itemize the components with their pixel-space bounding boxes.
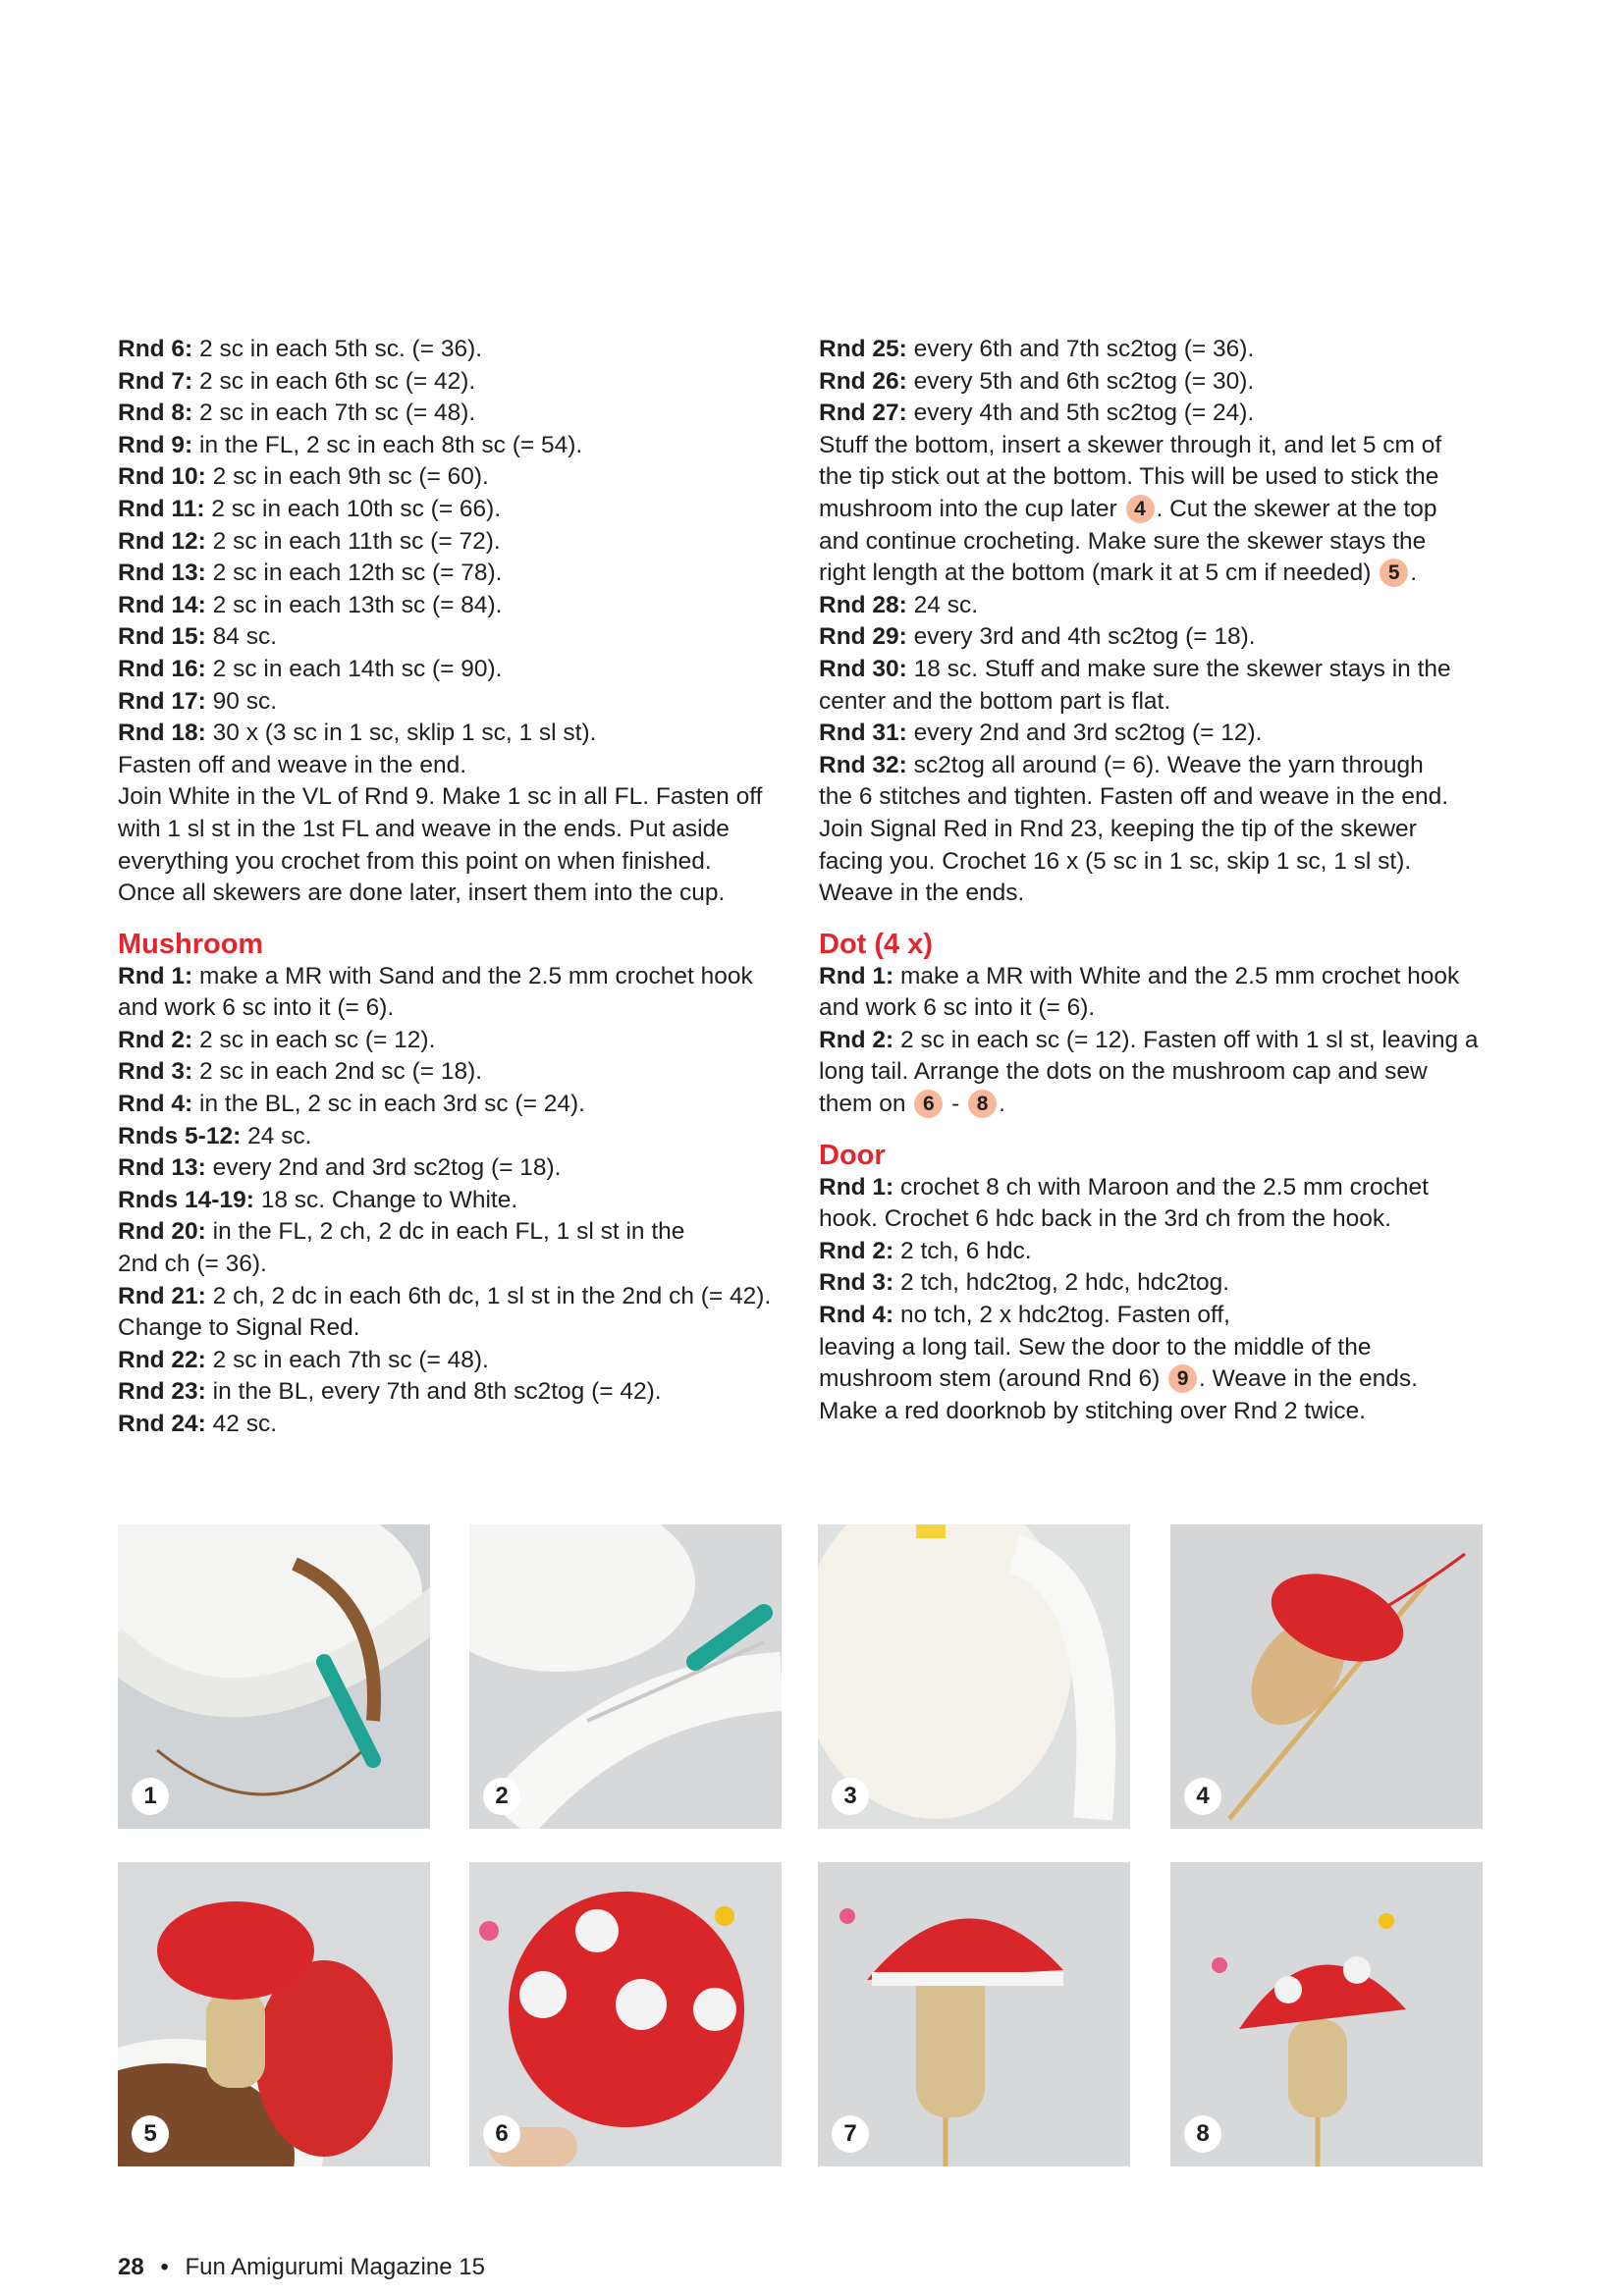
instruction-line <box>819 558 1487 590</box>
instruction-line: and continue crocheting. Make sure the skewer stays the <box>819 527 1427 555</box>
instruction-line <box>118 846 766 879</box>
round-label: Rnd 10: <box>118 463 206 491</box>
line-text: right length at the bottom (mark it at 5 cm if needed) <box>819 560 1379 587</box>
step-badge: 6 <box>914 1090 943 1118</box>
photo-number: 6 <box>483 2115 520 2153</box>
door-instructions <box>819 1172 1487 1364</box>
line-text: the tip stick out at the bottom. This will be used to stick the <box>819 463 1439 491</box>
line-text: them on <box>819 1091 913 1118</box>
mushroom-skewer-icon <box>1170 1524 1483 1829</box>
instruction-line <box>118 526 766 559</box>
step-photo-7 <box>818 1862 1130 2166</box>
round-label: Rnd 2: <box>819 1026 894 1053</box>
instruction-line <box>819 1300 1487 1332</box>
white-yarn-icon <box>469 1524 782 1829</box>
round-label: Rnd 29: <box>819 623 907 651</box>
white-cup-icon <box>818 1524 1130 1829</box>
step-badge: 5 <box>1380 559 1408 587</box>
line-text: Weave in the ends. <box>819 880 1025 907</box>
instruction-line <box>819 750 1487 782</box>
instruction-line <box>819 334 1487 366</box>
round-label: Rnd 23: <box>118 1378 206 1406</box>
line-text: 30 x (3 sc in 1 sc, sklip 1 sc, 1 sl st). <box>205 720 597 747</box>
step-badge: 8 <box>968 1090 997 1118</box>
mushroom-instructions <box>118 961 772 1441</box>
instruction-line <box>819 1056 1487 1089</box>
instruction-line <box>118 1376 766 1409</box>
round-label: Rnd 11: <box>118 495 205 522</box>
round-label: Rnd 22: <box>118 1346 206 1373</box>
round-label: Rnd 2: <box>118 1026 193 1053</box>
step-badge: 4 <box>1126 495 1155 523</box>
magazine-title: Fun Amigurumi Magazine 15 <box>185 2254 485 2280</box>
mushroom-cup-icon <box>118 1862 430 2166</box>
line-text: every 3rd and 4th sc2tog (= 18). <box>906 623 1256 651</box>
line-text: in the FL, 2 ch, 2 dc in each FL, 1 sl st in the <box>205 1218 685 1246</box>
stem-instructions <box>819 334 1487 494</box>
instruction-line <box>819 430 1487 462</box>
instruction-line <box>819 1203 1487 1236</box>
instruction-line <box>819 686 1487 719</box>
round-label: Rnd 4: <box>118 1091 193 1118</box>
line-text: 2 sc in each sc (= 12). Fasten off with 1 sl st, leaving a <box>893 1026 1479 1053</box>
instruction-line <box>819 494 1487 526</box>
round-label: Rnd 25: <box>819 336 907 362</box>
round-label: Rnd 7: <box>118 367 193 395</box>
instruction-line <box>819 1267 1487 1300</box>
step-photo-6 <box>469 1862 782 2166</box>
round-label: Rnds 5-12: <box>118 1122 242 1149</box>
line-text: . <box>1410 560 1418 587</box>
line-text: mushroom into the cup later <box>819 495 1124 522</box>
line-text: crochet 8 ch with Maroon and the 2.5 mm crochet <box>893 1173 1429 1201</box>
instruction-line <box>819 992 1487 1025</box>
line-text: long tail. Arrange the dots on the mushroom cap and sew <box>819 1058 1428 1086</box>
dot-heading: Dot (4 x) <box>819 928 933 960</box>
instruction-line <box>819 654 1487 686</box>
left-column <box>118 334 772 1441</box>
instruction-line <box>118 430 766 462</box>
mushroom-heading: Mushroom <box>118 928 264 960</box>
door-heading: Door <box>819 1139 886 1171</box>
round-label: Rnd 1: <box>118 962 193 989</box>
line-text: hook. Crochet 6 hdc back in the 3rd ch from the hook. <box>819 1205 1391 1233</box>
round-label: Rnd 8: <box>118 400 193 427</box>
step-photo-1 <box>118 1524 430 1829</box>
round-label: Rnd 13: <box>118 560 206 587</box>
round-label: Rnd 21: <box>118 1282 206 1309</box>
line-text: sc2tog all around (= 6). Weave the yarn through <box>906 751 1424 778</box>
line-text: 18 sc. Change to White. <box>253 1186 518 1213</box>
line-text: 2 sc in each 12th sc (= 78). <box>205 560 503 587</box>
instruction-line <box>118 590 766 622</box>
instruction-line <box>118 878 766 910</box>
instruction-line <box>819 961 1487 993</box>
line-text: 90 sc. <box>205 687 278 715</box>
photo-number: 8 <box>1184 2115 1221 2153</box>
instruction-line <box>118 558 766 590</box>
instruction-line <box>118 1312 766 1345</box>
line-text: and work 6 sc into it (= 6). <box>819 994 1096 1022</box>
line-text: . Cut the skewer at the top <box>1156 495 1437 522</box>
line-text: 2 tch, 6 hdc. <box>893 1237 1032 1264</box>
step-photo-8 <box>1170 1862 1483 2166</box>
line-text: Stuff the bottom, insert a skewer through it, and let 5 cm of <box>819 431 1442 458</box>
instruction-line <box>819 1363 1487 1396</box>
instruction-line <box>118 494 766 526</box>
page-footer <box>118 2254 485 2281</box>
photo-number: 1 <box>132 1778 169 1815</box>
line-text: mushroom stem (around Rnd 6) <box>819 1365 1167 1393</box>
step-photo-5 <box>118 1862 430 2166</box>
instruction-line <box>118 654 766 686</box>
instruction-line <box>819 718 1487 750</box>
instruction-line <box>118 334 766 366</box>
instruction-line <box>819 366 1487 399</box>
line-text: 2 sc in each 13th sc (= 84). <box>205 591 503 618</box>
line-text: 84 sc. <box>205 623 278 651</box>
round-label: Rnd 20: <box>118 1218 206 1246</box>
dot-instructions <box>819 961 1487 1089</box>
line-text: in the FL, 2 sc in each 8th sc (= 54). <box>192 431 583 458</box>
instruction-line <box>819 590 1487 622</box>
line-text: make a MR with White and the 2.5 mm crochet hook <box>893 962 1460 989</box>
line-text: every 6th and 7th sc2tog (= 36). <box>906 336 1255 362</box>
instruction-line <box>118 750 766 782</box>
instruction-line <box>819 1332 1487 1364</box>
instruction-line <box>118 961 766 993</box>
line-text: leaving a long tail. Sew the door to the middle of the <box>819 1333 1372 1361</box>
round-label: Rnd 16: <box>118 655 206 682</box>
photo-number: 3 <box>832 1778 869 1815</box>
crochet-cup-icon <box>118 1524 430 1829</box>
step-photo-2 <box>469 1524 782 1829</box>
round-label: Rnd 1: <box>819 1173 894 1201</box>
line-text: Change to Signal Red. <box>118 1314 360 1342</box>
round-label: Rnd 15: <box>118 623 206 651</box>
line-text: in the BL, every 7th and 8th sc2tog (= 42). <box>205 1378 662 1406</box>
instruction-line <box>118 621 766 654</box>
instruction-line <box>819 621 1487 654</box>
line-text: everything you crochet from this point on when finished. <box>118 847 712 875</box>
instruction-line <box>118 1345 766 1377</box>
line-text: 42 sc. <box>205 1411 278 1437</box>
instruction-line <box>118 686 766 719</box>
instruction-line <box>819 1089 1487 1121</box>
line-text: every 4th and 5th sc2tog (= 24). <box>906 400 1255 427</box>
round-label: Rnd 32: <box>819 751 907 778</box>
photo-number: 2 <box>483 1778 520 1815</box>
round-label: Rnd 14: <box>118 591 206 618</box>
line-text: no tch, 2 x hdc2tog. Fasten off, <box>893 1302 1230 1329</box>
line-text: 2 sc in each 7th sc (= 48). <box>192 400 476 427</box>
line-text: Join Signal Red in Rnd 23, keeping the tip of the skewer <box>819 815 1417 842</box>
line-text: the 6 stitches and tighten. Fasten off and weave in the end. <box>819 783 1449 811</box>
instruction-line <box>118 1216 766 1249</box>
line-text: . Weave in the ends. <box>1199 1365 1418 1393</box>
line-text: facing you. Crochet 16 x (5 sc in 1 sc, skip 1 sc, 1 sl st). <box>819 847 1412 875</box>
instruction-line <box>118 398 766 430</box>
round-label: Rnd 17: <box>118 687 206 715</box>
instruction-line <box>118 1056 766 1089</box>
round-label: Rnd 24: <box>118 1411 206 1437</box>
instruction-line <box>118 781 766 814</box>
round-label: Rnd 31: <box>819 720 907 747</box>
instruction-line <box>819 781 1487 814</box>
instruction-line <box>118 1281 772 1313</box>
photo-number: 7 <box>832 2115 869 2153</box>
line-text: center and the bottom part is flat. <box>819 687 1171 715</box>
red-cap-icon <box>469 1862 782 2166</box>
round-label: Rnd 9: <box>118 431 193 458</box>
line-text: 2 tch, hdc2tog, 2 hdc, hdc2tog. <box>893 1269 1230 1297</box>
instruction-line <box>819 878 1487 910</box>
instruction-line <box>118 992 766 1025</box>
line-text: 2 sc in each 5th sc. (= 36). <box>192 336 483 362</box>
line-text: every 2nd and 3rd sc2tog (= 18). <box>205 1154 562 1182</box>
round-label: Rnd 6: <box>118 336 193 362</box>
left-instructions <box>118 334 766 910</box>
round-label: Rnd 3: <box>118 1058 193 1086</box>
instruction-line <box>819 398 1487 430</box>
line-text: 18 sc. Stuff and make sure the skewer stays in the <box>906 655 1451 682</box>
line-text: every 2nd and 3rd sc2tog (= 12). <box>906 720 1263 747</box>
line-text: 2 sc in each 11th sc (= 72). <box>205 527 501 555</box>
mushroom-dots-icon <box>1170 1862 1483 2166</box>
instruction-line <box>118 461 766 494</box>
instruction-line <box>118 1185 766 1217</box>
line-text: 2nd ch (= 36). <box>118 1251 267 1278</box>
page-number: 28 <box>118 2254 144 2280</box>
step-badge: 9 <box>1168 1364 1197 1393</box>
instruction-line <box>118 1089 766 1121</box>
instruction-line <box>819 461 1487 494</box>
line-text: 2 sc in each sc (= 12). <box>192 1026 436 1053</box>
line-text: . <box>999 1091 1005 1118</box>
instruction-line <box>819 814 1487 846</box>
step-photo-4 <box>1170 1524 1483 1829</box>
round-label: Rnd 1: <box>819 962 894 989</box>
line-text: and work 6 sc into it (= 6). <box>118 994 395 1022</box>
round-label: Rnd 2: <box>819 1237 894 1264</box>
photo-number: 5 <box>132 2115 169 2153</box>
line-text: 2 ch, 2 dc in each 6th dc, 1 sl st in the 2nd ch (= 42). <box>205 1282 772 1309</box>
round-label: Rnd 27: <box>819 400 907 427</box>
instruction-line <box>118 718 766 750</box>
line-text: 24 sc. <box>906 591 979 618</box>
instruction-line <box>118 1409 766 1441</box>
line-text: 2 sc in each 7th sc (= 48). <box>205 1346 489 1373</box>
line-text: every 5th and 6th sc2tog (= 30). <box>906 367 1255 395</box>
line-text: Once all skewers are done later, insert them into the cup. <box>118 880 726 907</box>
round-label: Rnd 3: <box>819 1269 894 1297</box>
instruction-line <box>819 846 1487 879</box>
round-label: Rnd 12: <box>118 527 206 555</box>
line-text: 2 sc in each 2nd sc (= 18). <box>192 1058 483 1086</box>
instruction-line <box>118 1152 766 1185</box>
round-label: Rnd 13: <box>118 1154 206 1182</box>
line-text: 2 sc in each 10th sc (= 66). <box>204 495 502 522</box>
round-label: Rnds 14-19: <box>118 1186 254 1213</box>
instruction-line <box>819 1025 1487 1057</box>
mushroom-side-icon <box>818 1862 1130 2166</box>
line-text: - <box>945 1091 967 1118</box>
line-text: 2 sc in each 14th sc (= 90). <box>205 655 503 682</box>
round-label: Rnd 28: <box>819 591 907 618</box>
line-text: Fasten off and weave in the end. <box>118 751 467 778</box>
round-label: Rnd 18: <box>118 720 206 747</box>
photo-number: 4 <box>1184 1778 1221 1815</box>
line-text: Join White in the VL of Rnd 9. Make 1 sc in all FL. Fasten off <box>118 783 763 811</box>
footer-bullet: • <box>160 2254 169 2280</box>
instruction-line: Make a red doorknob by stitching over Rnd 2 twice. <box>819 1397 1366 1424</box>
round-label: Rnd 26: <box>819 367 907 395</box>
line-text: 24 sc. <box>241 1122 312 1149</box>
instruction-line <box>819 1236 1487 1268</box>
instruction-line <box>118 1249 766 1281</box>
line-text: 2 sc in each 6th sc (= 42). <box>192 367 476 395</box>
instruction-line <box>118 366 766 399</box>
finish-instructions <box>819 590 1487 910</box>
instruction-line <box>819 1172 1487 1204</box>
line-text: 2 sc in each 9th sc (= 60). <box>205 463 489 491</box>
instruction-line <box>118 1025 766 1057</box>
instruction-line <box>118 814 766 846</box>
round-label: Rnd 4: <box>819 1302 894 1329</box>
line-text: in the BL, 2 sc in each 3rd sc (= 24). <box>192 1091 585 1118</box>
step-photo-3 <box>818 1524 1130 1829</box>
line-text: make a MR with Sand and the 2.5 mm crochet hook <box>192 962 753 989</box>
instruction-line <box>118 1121 766 1153</box>
right-column <box>819 334 1487 1427</box>
line-text: with 1 sl st in the 1st FL and weave in the ends. Put aside <box>118 815 730 842</box>
round-label: Rnd 30: <box>819 655 907 682</box>
